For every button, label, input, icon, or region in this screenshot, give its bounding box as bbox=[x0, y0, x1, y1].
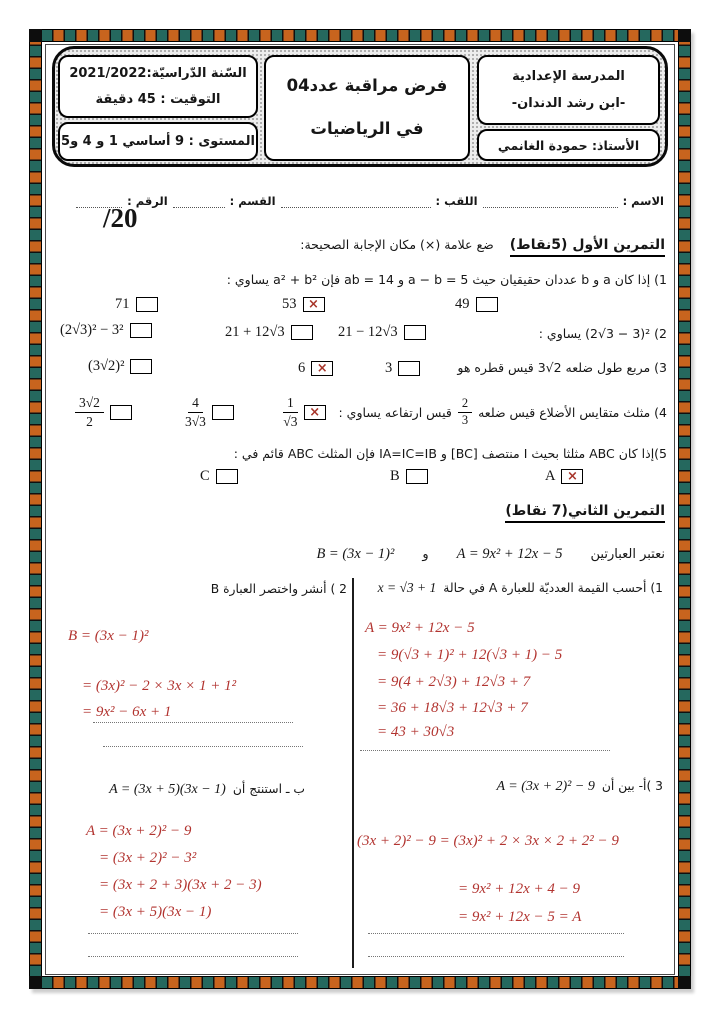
dotted-line bbox=[88, 933, 298, 934]
answer-checkbox[interactable] bbox=[406, 469, 428, 484]
work-line: = 9x² + 12x + 4 − 9 bbox=[458, 881, 581, 897]
x-mark: × bbox=[308, 297, 319, 312]
answer-option bbox=[115, 296, 158, 313]
answer-option bbox=[60, 322, 152, 339]
teacher-box bbox=[477, 129, 660, 161]
border-corner bbox=[29, 976, 42, 989]
x-mark: × bbox=[567, 469, 578, 484]
answer-option bbox=[455, 296, 498, 313]
question-2-1: 1) أحسب القيمة العدديّة للعبارة A في حالة x = √3 + 1 bbox=[377, 580, 663, 595]
option-label: 6 bbox=[298, 360, 306, 376]
question-4 bbox=[55, 394, 667, 442]
x-mark: × bbox=[309, 404, 321, 420]
fraction-option: $\frac{3√2}{2}$ bbox=[75, 394, 104, 430]
expression-a: A = 9x² + 12x − 5 bbox=[456, 546, 563, 562]
fraction-option: $\frac{4}{3√3}$ bbox=[185, 395, 206, 429]
question-text: 1) إذا كان ⁦a⁩ و ⁦b⁩ عددان حقيقيان حيث ⁦a − b = 5⁩ و ⁦ab = 14⁩ فإن ⁦a² + b²⁩ يساوي : bbox=[226, 272, 667, 287]
work-line: = (3x + 5)(3x − 1) bbox=[99, 904, 212, 920]
dotted-line bbox=[360, 750, 610, 751]
answer-option bbox=[88, 358, 152, 375]
question-1 bbox=[55, 272, 667, 318]
answer-option bbox=[298, 360, 333, 377]
question-2 bbox=[55, 322, 667, 352]
question-text-part: 4) مثلث متقايس الأضلاع قيس ضلعه bbox=[478, 404, 667, 420]
option-label: 71 bbox=[115, 296, 130, 312]
school-year: السّنة الدّراسيّة:2021/2022 bbox=[69, 65, 247, 81]
answer-checkbox[interactable] bbox=[476, 297, 498, 312]
school-name: المدرسة الإعدادية bbox=[512, 68, 625, 84]
surname-label: اللقب : bbox=[435, 194, 478, 208]
border-corner bbox=[678, 976, 691, 989]
column-divider bbox=[352, 578, 354, 968]
option-label: 3 bbox=[385, 360, 393, 376]
work-line: = 9x² + 12x − 5 = A bbox=[458, 909, 582, 925]
work-line: = 9(√3 + 1)² + 12(√3 + 1) − 5 bbox=[377, 647, 563, 663]
option-label: 21 + 12√3 bbox=[225, 324, 285, 340]
exam-title-box bbox=[264, 55, 470, 161]
answer-option bbox=[338, 324, 426, 341]
answer-checkbox[interactable] bbox=[130, 359, 152, 374]
exercise2-title: التمرين الثاني(7 نقاط) bbox=[505, 503, 665, 523]
dotted-line bbox=[368, 933, 624, 934]
school-box bbox=[477, 55, 660, 125]
exam-title-line1: فرض مراقبة عدد04 bbox=[286, 76, 448, 96]
target-math: A = (3x + 5)(3x − 1) bbox=[109, 782, 226, 797]
answer-option bbox=[200, 468, 238, 485]
question-5 bbox=[55, 446, 667, 490]
name-label: الاسم : bbox=[622, 194, 664, 208]
work-line: = (3x + 2)² − 3² bbox=[99, 850, 197, 866]
exercise2-intro bbox=[55, 546, 665, 563]
decorative-border-top bbox=[29, 29, 691, 42]
dotted-line bbox=[88, 956, 298, 957]
name-field[interactable] bbox=[483, 195, 618, 208]
question-text bbox=[338, 396, 667, 428]
answer-option bbox=[185, 394, 234, 430]
option-label: B bbox=[390, 468, 400, 484]
option-label: 53 bbox=[282, 296, 297, 312]
answer-checkbox[interactable] bbox=[404, 325, 426, 340]
fraction-option: $\frac{1}{√3}$ bbox=[283, 395, 298, 429]
work-line: B = (3x − 1)² bbox=[68, 628, 149, 644]
work-line: = 36 + 18√3 + 12√3 + 7 bbox=[377, 700, 528, 716]
option-label: 21 − 12√3 bbox=[338, 324, 398, 340]
level: المستوى : 9 أساسي 1 و 4 و5 bbox=[61, 134, 255, 149]
target-math: A = (3x + 2)² − 9 bbox=[496, 779, 595, 794]
exam-header bbox=[52, 46, 668, 167]
year-time-box bbox=[58, 55, 258, 118]
school-branch: -ابن رشد الدندان- bbox=[511, 96, 626, 111]
answer-checkbox[interactable] bbox=[110, 405, 132, 420]
answer-checkbox[interactable] bbox=[398, 361, 420, 376]
case-math: x = √3 + 1 bbox=[377, 580, 437, 595]
answer-option bbox=[545, 468, 583, 485]
question-2-3b: ب ـ استنتج أن A = (3x + 5)(3x − 1) bbox=[109, 782, 305, 797]
option-label: A bbox=[545, 468, 556, 484]
answer-option bbox=[283, 394, 326, 430]
option-label: C bbox=[200, 468, 210, 484]
question-3 bbox=[55, 358, 667, 386]
expression-b: B = (3x − 1)² bbox=[316, 546, 395, 562]
answer-checkbox[interactable] bbox=[216, 469, 238, 484]
answer-option bbox=[282, 296, 325, 313]
number-label: الرقم : bbox=[127, 194, 168, 208]
exercise1-heading bbox=[55, 237, 665, 257]
border-corner bbox=[678, 29, 691, 42]
dotted-line bbox=[368, 956, 624, 957]
question-text-part: قيس ارتفاعه يساوي : bbox=[338, 404, 452, 420]
option-label: (2√3)² − 3² bbox=[60, 322, 124, 338]
exam-title-line2: في الرياضيات bbox=[310, 119, 424, 138]
class-label: القسم : bbox=[229, 194, 276, 208]
question-2-2: 2 ) أنشر واختصر العبارة B bbox=[210, 582, 347, 596]
answer-checkbox[interactable] bbox=[303, 297, 325, 312]
class-field[interactable] bbox=[173, 195, 225, 208]
answer-option bbox=[225, 324, 313, 341]
answer-option bbox=[75, 394, 132, 430]
dotted-line bbox=[93, 722, 293, 723]
option-label: 49 bbox=[455, 296, 470, 312]
exercise1-instruction: ضع علامة (×) مكان الإجابة الصحيحة: bbox=[300, 237, 494, 252]
answer-checkbox[interactable] bbox=[136, 297, 158, 312]
level-box bbox=[58, 122, 258, 161]
decorative-border-left bbox=[29, 29, 42, 989]
exercise2-heading bbox=[55, 503, 665, 523]
answer-option bbox=[385, 360, 420, 377]
decorative-border-right bbox=[678, 29, 691, 989]
answer-checkbox[interactable] bbox=[311, 361, 333, 376]
answer-checkbox[interactable] bbox=[561, 469, 583, 484]
and-word: و bbox=[422, 547, 429, 562]
surname-field[interactable] bbox=[281, 195, 431, 208]
work-line: A = (3x + 2)² − 9 bbox=[86, 823, 192, 839]
work-line: A = 9x² + 12x − 5 bbox=[365, 620, 475, 636]
answer-checkbox[interactable] bbox=[130, 323, 152, 338]
score-total: /20 bbox=[103, 203, 138, 233]
decorative-border-bottom bbox=[29, 976, 691, 989]
fraction: $\frac{2}{3}$ bbox=[458, 396, 472, 428]
dotted-line bbox=[103, 746, 303, 747]
exercise1-title: التمرين الأول (5نقاط) bbox=[510, 237, 665, 257]
question-text: 3) مربع طول ضلعه ⁦3√2⁩ قيس قطره هو bbox=[457, 360, 667, 375]
work-line: = (3x)² − 2 × 3x × 1 + 1² bbox=[82, 678, 237, 694]
answer-checkbox[interactable] bbox=[304, 405, 326, 420]
teacher-name: الأستاذ: حمودة الغانمي bbox=[497, 137, 640, 153]
option-label: (3√2)² bbox=[88, 358, 125, 374]
question-text: 5)إذا كان ⁦ABC⁩ مثلثا بحيث ⁦I⁩ منتصف ⁦[BC]⁩ و ⁦IA=IC=IB⁩ فإن المثلث ⁦ABC⁩ قائم في : bbox=[233, 446, 667, 461]
border-corner bbox=[29, 29, 42, 42]
work-line: = 43 + 30√3 bbox=[377, 724, 455, 740]
answer-checkbox[interactable] bbox=[291, 325, 313, 340]
work-line: = 9x² − 6x + 1 bbox=[82, 704, 172, 720]
answer-checkbox[interactable] bbox=[212, 405, 234, 420]
duration: التوقيت : 45 دقيقة bbox=[95, 91, 221, 107]
question-text: 2) ⁦(2√3 − 3)²⁩ يساوي : bbox=[538, 326, 667, 341]
intro-label: نعتبر العبارتين bbox=[590, 547, 665, 562]
work-line: = 9(4 + 2√3) + 12√3 + 7 bbox=[377, 674, 531, 690]
question-2-3a: 3 )أ- بين أن A = (3x + 2)² − 9 bbox=[496, 779, 663, 794]
work-line: (3x + 2)² − 9 = (3x)² + 2 × 3x × 2 + 2² − 9 bbox=[357, 833, 619, 849]
answer-option bbox=[390, 468, 428, 485]
x-mark: × bbox=[316, 361, 328, 376]
work-line: = (3x + 2 + 3)(3x + 2 − 3) bbox=[99, 877, 262, 893]
student-identity-line bbox=[58, 194, 664, 208]
